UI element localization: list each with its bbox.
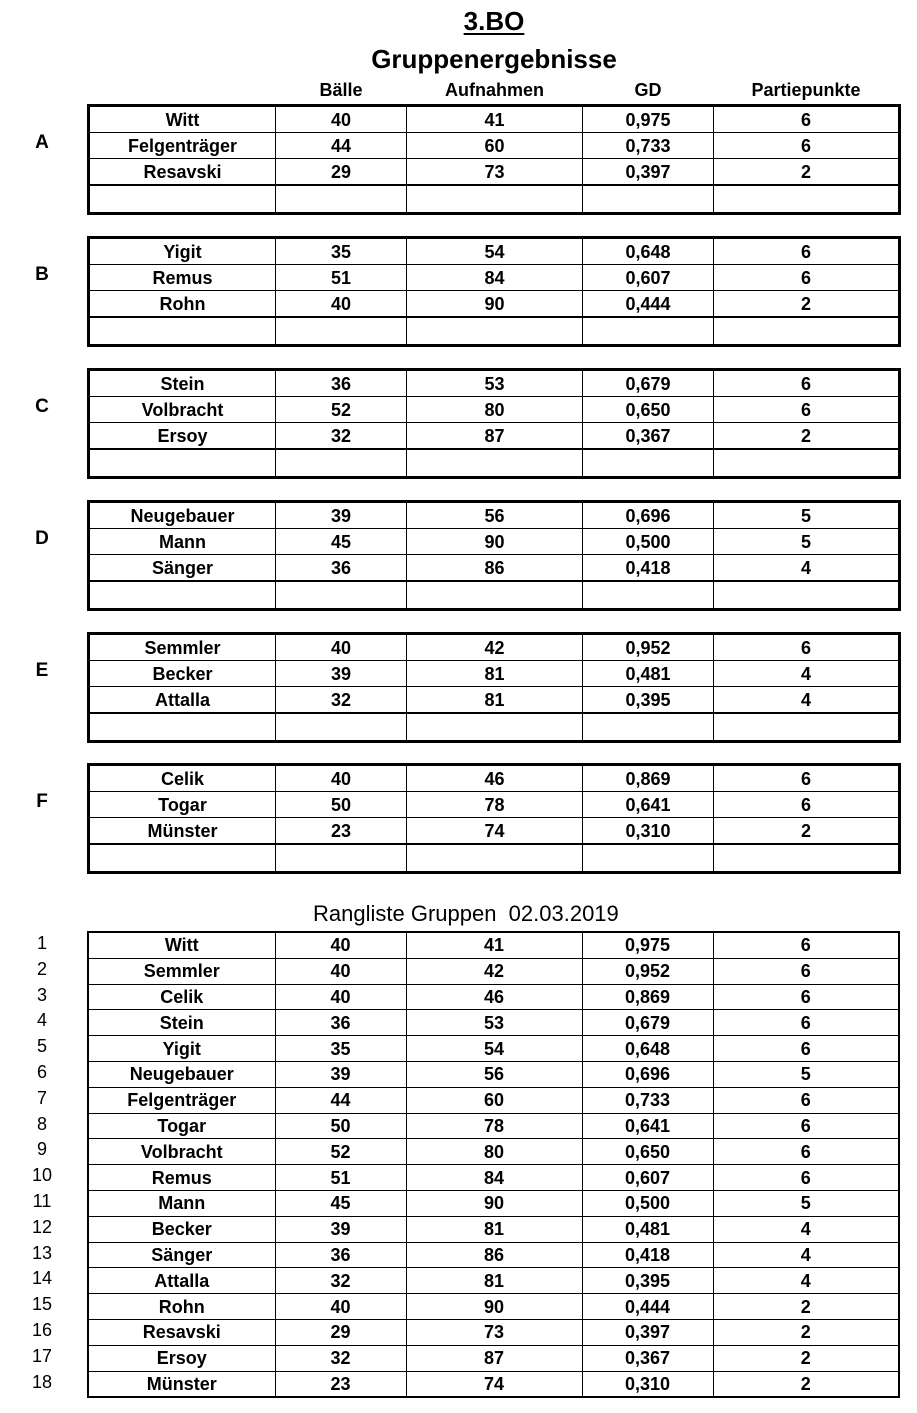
rank-number: 5 <box>36 1036 47 1057</box>
gd-cell: 0,367 <box>582 1345 713 1371</box>
empty-cell <box>407 844 583 873</box>
table-row <box>88 1345 899 1371</box>
rank-number: 15 <box>31 1294 53 1315</box>
gd-cell: 0,952 <box>583 634 714 661</box>
table-row <box>89 370 900 397</box>
group-table <box>87 632 901 743</box>
gd-cell: 0,397 <box>583 159 714 186</box>
rank-number: 2 <box>36 958 47 979</box>
balls-cell: 23 <box>276 818 407 845</box>
gd-cell: 0,648 <box>582 1036 713 1062</box>
table-row <box>88 1294 899 1320</box>
column-header-gd: GD <box>634 80 662 100</box>
balls-cell: 40 <box>275 1294 406 1320</box>
player-name-cell: Volbracht <box>88 1139 275 1165</box>
innings-cell: 90 <box>406 1294 582 1320</box>
innings-cell: 78 <box>406 1113 582 1139</box>
balls-cell: 40 <box>275 984 406 1010</box>
player-name-cell: Münster <box>89 818 276 845</box>
empty-cell <box>407 185 583 214</box>
player-name-cell: Becker <box>88 1216 275 1242</box>
table-row <box>89 238 900 265</box>
innings-cell: 42 <box>406 958 582 984</box>
points-cell: 5 <box>713 1061 899 1087</box>
balls-cell: 32 <box>276 687 407 714</box>
innings-cell: 90 <box>407 529 583 555</box>
points-cell: 5 <box>714 529 900 555</box>
innings-cell: 60 <box>406 1087 582 1113</box>
innings-cell: 53 <box>406 1010 582 1036</box>
points-cell: 6 <box>713 1010 899 1036</box>
balls-cell: 40 <box>276 634 407 661</box>
player-name-cell: Witt <box>89 106 276 133</box>
balls-cell: 29 <box>276 159 407 186</box>
group-letter: A <box>35 132 49 153</box>
player-name-cell: Felgenträger <box>89 133 276 159</box>
empty-cell <box>583 844 714 873</box>
rank-number-column <box>22 931 62 1395</box>
gd-cell: 0,650 <box>582 1139 713 1165</box>
table-row <box>89 818 900 845</box>
points-cell: 2 <box>714 291 900 318</box>
player-name-cell: Becker <box>89 661 276 687</box>
gd-cell: 0,444 <box>582 1294 713 1320</box>
gd-cell: 0,696 <box>582 1061 713 1087</box>
group-table <box>87 236 901 347</box>
player-name-cell: Rohn <box>88 1294 275 1320</box>
points-cell: 2 <box>713 1294 899 1320</box>
table-row <box>88 1190 899 1216</box>
empty-cell <box>276 581 407 610</box>
balls-cell: 36 <box>276 370 407 397</box>
empty-cell <box>276 185 407 214</box>
player-name-cell: Semmler <box>89 634 276 661</box>
group-table <box>87 500 901 611</box>
balls-cell: 35 <box>275 1036 406 1062</box>
empty-cell <box>89 185 276 214</box>
balls-cell: 40 <box>276 291 407 318</box>
player-name-cell: Yigit <box>89 238 276 265</box>
gd-cell: 0,679 <box>583 370 714 397</box>
player-name-cell: Remus <box>88 1165 275 1191</box>
points-cell: 6 <box>713 984 899 1010</box>
player-name-cell: Semmler <box>88 958 275 984</box>
gd-cell: 0,696 <box>583 502 714 529</box>
player-name-cell: Togar <box>88 1113 275 1139</box>
player-name-cell: Attalla <box>89 687 276 714</box>
table-row <box>89 423 900 450</box>
points-cell: 5 <box>713 1190 899 1216</box>
balls-cell: 50 <box>275 1113 406 1139</box>
player-name-cell: Ersoy <box>89 423 276 450</box>
gd-cell: 0,500 <box>582 1190 713 1216</box>
empty-row <box>89 449 900 478</box>
empty-cell <box>714 844 900 873</box>
document-title: 3.BO <box>463 6 525 36</box>
innings-cell: 56 <box>407 502 583 529</box>
points-cell: 2 <box>714 818 900 845</box>
rank-number: 14 <box>31 1268 53 1289</box>
gd-cell: 0,733 <box>582 1087 713 1113</box>
table-row <box>88 984 899 1010</box>
balls-cell: 40 <box>275 958 406 984</box>
empty-row <box>89 844 900 873</box>
rank-number: 11 <box>32 1190 52 1211</box>
gd-cell: 0,310 <box>583 818 714 845</box>
balls-cell: 45 <box>275 1190 406 1216</box>
table-row <box>89 291 900 318</box>
table-row <box>88 1139 899 1165</box>
balls-cell: 32 <box>275 1268 406 1294</box>
empty-cell <box>407 449 583 478</box>
points-cell: 2 <box>714 159 900 186</box>
table-row <box>88 1036 899 1062</box>
player-name-cell: Witt <box>88 932 275 958</box>
player-name-cell: Mann <box>89 529 276 555</box>
points-cell: 4 <box>714 661 900 687</box>
table-row <box>88 1010 899 1036</box>
innings-cell: 81 <box>407 661 583 687</box>
balls-cell: 36 <box>275 1242 406 1268</box>
innings-cell: 84 <box>407 265 583 291</box>
innings-cell: 74 <box>407 818 583 845</box>
empty-cell <box>583 713 714 742</box>
empty-row <box>89 185 900 214</box>
balls-cell: 40 <box>275 932 406 958</box>
rank-number: 6 <box>36 1061 47 1082</box>
document-subtitle: Gruppenergebnisse <box>371 44 617 74</box>
balls-cell: 44 <box>275 1087 406 1113</box>
column-header-balls: Bälle <box>319 80 363 100</box>
points-cell: 6 <box>713 958 899 984</box>
empty-cell <box>407 317 583 346</box>
innings-cell: 90 <box>407 291 583 318</box>
balls-cell: 36 <box>276 555 407 582</box>
points-cell: 6 <box>713 1036 899 1062</box>
gd-cell: 0,310 <box>582 1371 713 1397</box>
column-header-innings: Aufnahmen <box>445 80 544 100</box>
table-row <box>89 765 900 792</box>
player-name-cell: Stein <box>89 370 276 397</box>
group-letter: C <box>35 396 49 417</box>
table-row <box>88 1242 899 1268</box>
table-row <box>88 1268 899 1294</box>
table-row <box>88 1113 899 1139</box>
empty-cell <box>714 185 900 214</box>
balls-cell: 32 <box>276 423 407 450</box>
balls-cell: 51 <box>275 1165 406 1191</box>
empty-row <box>89 581 900 610</box>
innings-cell: 86 <box>406 1242 582 1268</box>
rank-number: 10 <box>31 1165 53 1186</box>
points-cell: 2 <box>713 1319 899 1345</box>
innings-cell: 81 <box>407 687 583 714</box>
balls-cell: 39 <box>276 502 407 529</box>
empty-row <box>89 713 900 742</box>
gd-cell: 0,395 <box>582 1268 713 1294</box>
gd-cell: 0,500 <box>583 529 714 555</box>
points-cell: 4 <box>713 1242 899 1268</box>
points-cell: 6 <box>714 634 900 661</box>
empty-cell <box>89 317 276 346</box>
gd-cell: 0,481 <box>582 1216 713 1242</box>
points-cell: 6 <box>713 932 899 958</box>
points-cell: 6 <box>714 238 900 265</box>
innings-cell: 73 <box>407 159 583 186</box>
table-row <box>88 932 899 958</box>
rank-number: 8 <box>36 1113 47 1134</box>
innings-cell: 41 <box>407 106 583 133</box>
rank-number: 1 <box>36 933 47 953</box>
gd-cell: 0,641 <box>583 792 714 818</box>
player-name-cell: Celik <box>89 765 276 792</box>
balls-cell: 52 <box>275 1139 406 1165</box>
empty-cell <box>714 317 900 346</box>
table-row <box>88 1087 899 1113</box>
gd-cell: 0,395 <box>583 687 714 714</box>
empty-cell <box>583 581 714 610</box>
empty-cell <box>276 449 407 478</box>
gd-cell: 0,444 <box>583 291 714 318</box>
balls-cell: 32 <box>275 1345 406 1371</box>
empty-cell <box>89 844 276 873</box>
ranking-title: Rangliste Gruppen 02.03.2019 <box>313 901 619 926</box>
innings-cell: 81 <box>406 1216 582 1242</box>
gd-cell: 0,869 <box>583 765 714 792</box>
group-letter: E <box>35 660 49 681</box>
points-cell: 6 <box>713 1165 899 1191</box>
table-row <box>89 687 900 714</box>
balls-cell: 35 <box>276 238 407 265</box>
rank-number: 16 <box>31 1319 53 1340</box>
player-name-cell: Resavski <box>89 159 276 186</box>
gd-cell: 0,641 <box>582 1113 713 1139</box>
points-cell: 4 <box>714 555 900 582</box>
innings-cell: 53 <box>407 370 583 397</box>
group-letter: D <box>35 528 49 549</box>
innings-cell: 87 <box>406 1345 582 1371</box>
balls-cell: 39 <box>275 1061 406 1087</box>
empty-cell <box>276 713 407 742</box>
table-row <box>89 133 900 159</box>
empty-cell <box>407 713 583 742</box>
empty-cell <box>89 713 276 742</box>
innings-cell: 60 <box>407 133 583 159</box>
points-cell: 6 <box>714 106 900 133</box>
group-table <box>87 368 901 479</box>
table-row <box>89 397 900 423</box>
gd-cell: 0,952 <box>582 958 713 984</box>
innings-cell: 54 <box>407 238 583 265</box>
empty-cell <box>276 844 407 873</box>
innings-cell: 81 <box>406 1268 582 1294</box>
points-cell: 6 <box>714 133 900 159</box>
player-name-cell: Neugebauer <box>88 1061 275 1087</box>
empty-cell <box>276 317 407 346</box>
innings-cell: 74 <box>406 1371 582 1397</box>
player-name-cell: Mann <box>88 1190 275 1216</box>
balls-cell: 39 <box>276 661 407 687</box>
player-name-cell: Stein <box>88 1010 275 1036</box>
player-name-cell: Resavski <box>88 1319 275 1345</box>
balls-cell: 51 <box>276 265 407 291</box>
points-cell: 6 <box>714 765 900 792</box>
points-cell: 6 <box>713 1087 899 1113</box>
balls-cell: 36 <box>275 1010 406 1036</box>
balls-cell: 45 <box>276 529 407 555</box>
balls-cell: 40 <box>276 765 407 792</box>
gd-cell: 0,418 <box>583 555 714 582</box>
player-name-cell: Yigit <box>88 1036 275 1062</box>
table-row <box>89 502 900 529</box>
table-row <box>89 265 900 291</box>
rank-number: 4 <box>36 1010 47 1031</box>
empty-cell <box>714 449 900 478</box>
table-row <box>89 159 900 186</box>
gd-cell: 0,481 <box>583 661 714 687</box>
gd-cell: 0,975 <box>582 932 713 958</box>
rank-number: 13 <box>31 1242 53 1263</box>
balls-cell: 39 <box>275 1216 406 1242</box>
empty-cell <box>583 317 714 346</box>
balls-cell: 44 <box>276 133 407 159</box>
table-row <box>88 1216 899 1242</box>
gd-cell: 0,607 <box>583 265 714 291</box>
player-name-cell: Neugebauer <box>89 502 276 529</box>
player-name-cell: Ersoy <box>88 1345 275 1371</box>
gd-cell: 0,679 <box>582 1010 713 1036</box>
player-name-cell: Attalla <box>88 1268 275 1294</box>
balls-cell: 29 <box>275 1319 406 1345</box>
rank-number: 3 <box>36 984 47 1005</box>
gd-cell: 0,648 <box>583 238 714 265</box>
points-cell: 6 <box>714 792 900 818</box>
innings-cell: 87 <box>407 423 583 450</box>
points-cell: 6 <box>714 265 900 291</box>
player-name-cell: Sänger <box>89 555 276 582</box>
gd-cell: 0,869 <box>582 984 713 1010</box>
table-row <box>89 106 900 133</box>
rank-number: 7 <box>36 1087 47 1108</box>
innings-cell: 78 <box>407 792 583 818</box>
innings-cell: 80 <box>407 397 583 423</box>
points-cell: 2 <box>713 1345 899 1371</box>
gd-cell: 0,397 <box>582 1319 713 1345</box>
innings-cell: 84 <box>406 1165 582 1191</box>
innings-cell: 73 <box>406 1319 582 1345</box>
player-name-cell: Sänger <box>88 1242 275 1268</box>
balls-cell: 40 <box>276 106 407 133</box>
table-row <box>88 958 899 984</box>
balls-cell: 50 <box>276 792 407 818</box>
table-row <box>88 1165 899 1191</box>
player-name-cell: Felgenträger <box>88 1087 275 1113</box>
empty-cell <box>407 581 583 610</box>
rank-number: 12 <box>31 1216 53 1237</box>
innings-cell: 41 <box>406 932 582 958</box>
gd-cell: 0,733 <box>583 133 714 159</box>
rank-number: 18 <box>31 1371 53 1392</box>
points-cell: 6 <box>713 1113 899 1139</box>
ranking-table <box>87 931 900 1398</box>
table-row <box>89 661 900 687</box>
points-cell: 5 <box>714 502 900 529</box>
innings-cell: 42 <box>407 634 583 661</box>
rank-number: 17 <box>31 1345 53 1366</box>
table-row <box>88 1319 899 1345</box>
gd-cell: 0,607 <box>582 1165 713 1191</box>
player-name-cell: Remus <box>89 265 276 291</box>
empty-cell <box>89 449 276 478</box>
innings-cell: 46 <box>406 984 582 1010</box>
gd-cell: 0,650 <box>583 397 714 423</box>
points-cell: 4 <box>713 1268 899 1294</box>
player-name-cell: Rohn <box>89 291 276 318</box>
points-cell: 6 <box>713 1139 899 1165</box>
table-row <box>88 1061 899 1087</box>
innings-cell: 56 <box>406 1061 582 1087</box>
player-name-cell: Volbracht <box>89 397 276 423</box>
gd-cell: 0,367 <box>583 423 714 450</box>
column-header-points: Partiepunkte <box>751 80 861 100</box>
empty-cell <box>583 449 714 478</box>
innings-cell: 80 <box>406 1139 582 1165</box>
group-table <box>87 763 901 874</box>
table-row <box>89 529 900 555</box>
group-letter: B <box>35 264 49 285</box>
rank-number: 9 <box>36 1139 47 1160</box>
gd-cell: 0,975 <box>583 106 714 133</box>
player-name-cell: Celik <box>88 984 275 1010</box>
points-cell: 4 <box>713 1216 899 1242</box>
group-letter: F <box>36 791 48 812</box>
table-row <box>89 792 900 818</box>
innings-cell: 86 <box>407 555 583 582</box>
points-cell: 2 <box>713 1371 899 1397</box>
points-cell: 2 <box>714 423 900 450</box>
points-cell: 6 <box>714 397 900 423</box>
innings-cell: 54 <box>406 1036 582 1062</box>
innings-cell: 90 <box>406 1190 582 1216</box>
empty-cell <box>89 581 276 610</box>
empty-cell <box>714 581 900 610</box>
innings-cell: 46 <box>407 765 583 792</box>
gd-cell: 0,418 <box>582 1242 713 1268</box>
player-name-cell: Münster <box>88 1371 275 1397</box>
points-cell: 6 <box>714 370 900 397</box>
table-row <box>89 555 900 582</box>
group-table <box>87 104 901 215</box>
table-row <box>88 1371 899 1397</box>
empty-row <box>89 317 900 346</box>
points-cell: 4 <box>714 687 900 714</box>
empty-cell <box>583 185 714 214</box>
table-row <box>89 634 900 661</box>
player-name-cell: Togar <box>89 792 276 818</box>
balls-cell: 23 <box>275 1371 406 1397</box>
balls-cell: 52 <box>276 397 407 423</box>
empty-cell <box>714 713 900 742</box>
